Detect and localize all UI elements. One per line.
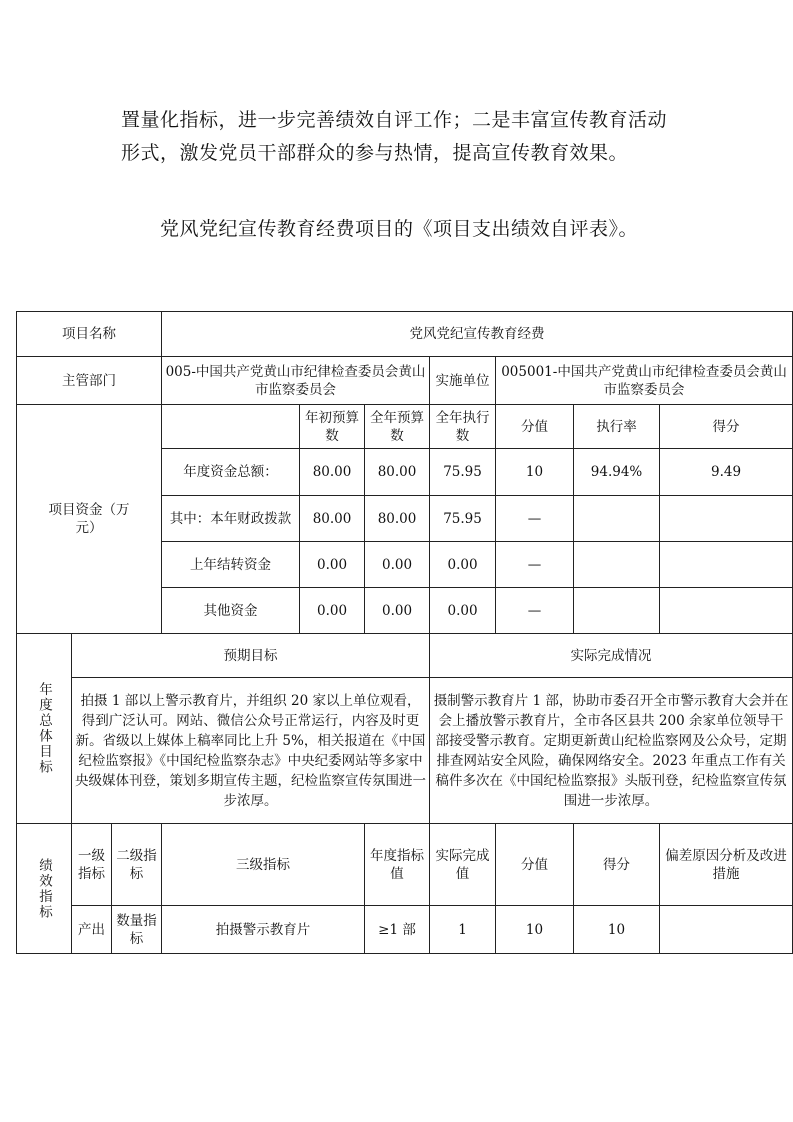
actual-completion-text: 摄制警示教育片 1 部，协助市委召开全市警示教育大会并在会上播放警示教育片，全市各区县共 200 余家单位领导干部接受警示教育。定期更新黄山纪检监察网及公众号，定期排查网站安全风险，确保网络安全。2023 年重点工作有关稿件多次在《中国纪检监察报》头版刊登，纪检监察宣传氛围进一步浓厚。 <box>430 678 793 824</box>
funds-initial: 80.00 <box>300 449 365 496</box>
funds-header-rate: 执行率 <box>574 405 660 449</box>
funds-initial: 0.00 <box>300 542 365 588</box>
perf-level2: 数量指标 <box>112 906 162 954</box>
funds-executed: 75.95 <box>430 496 496 542</box>
perf-analysis <box>660 906 793 954</box>
perf-score-value: 10 <box>496 906 574 954</box>
actual-completion-header: 实际完成情况 <box>430 634 793 678</box>
dept-label: 主管部门 <box>17 357 162 405</box>
expected-goal-text: 拍摄 1 部以上警示教育片，并组织 20 家以上单位观看，得到广泛认可。网站、微信公众号正常运行，内容及时更新。省级以上媒体上稿率同比上升 5%，相关报道在《中国纪检监察报》《中国纪检监察杂志》中央纪委网站等多家中央级媒体刊登，策划多期宣传主题，纪检监察宣传氛围进一步浓厚。 <box>72 678 430 824</box>
funds-score-value: — <box>496 496 574 542</box>
funds-initial: 0.00 <box>300 588 365 634</box>
funds-header-initial: 年初预算数 <box>300 405 365 449</box>
perf-header-level3: 三级指标 <box>162 824 365 906</box>
funds-score: 9.49 <box>660 449 793 496</box>
funds-rate <box>574 496 660 542</box>
funds-header-executed: 全年执行数 <box>430 405 496 449</box>
funds-annual: 0.00 <box>365 588 430 634</box>
perf-header-analysis: 偏差原因分析及改进措施 <box>660 824 793 906</box>
funds-initial: 80.00 <box>300 496 365 542</box>
perf-indicators-label: 绩效指标 <box>17 824 72 954</box>
funds-label: 项目资金（万元） <box>17 405 162 634</box>
impl-label: 实施单位 <box>430 357 496 405</box>
funds-executed: 0.00 <box>430 588 496 634</box>
dept-value: 005-中国共产党黄山市纪律检查委员会黄山市监察委员会 <box>162 357 430 405</box>
project-name-label: 项目名称 <box>17 312 162 357</box>
table-intro-paragraph: 党风党纪宣传教育经费项目的《项目支出绩效自评表》。 <box>160 218 639 240</box>
perf-header-score-value: 分值 <box>496 824 574 906</box>
funds-rate: 94.94% <box>574 449 660 496</box>
expected-goal-header: 预期目标 <box>72 634 430 678</box>
funds-score <box>660 496 793 542</box>
funds-header-blank <box>162 405 300 449</box>
funds-header-annual: 全年预算数 <box>365 405 430 449</box>
funds-annual: 0.00 <box>365 542 430 588</box>
funds-executed: 0.00 <box>430 542 496 588</box>
perf-level3: 拍摄警示教育片 <box>162 906 365 954</box>
funds-executed: 75.95 <box>430 449 496 496</box>
intro-paragraph: 置量化指标，进一步完善绩效自评工作；二是丰富宣传教育活动形式，激发党员干部群众的参与热情，提高宣传教育效果。 <box>121 109 668 164</box>
funds-rate <box>574 542 660 588</box>
perf-header-actual: 实际完成值 <box>430 824 496 906</box>
perf-target: ≥1 部 <box>365 906 430 954</box>
funds-row-label: 年度资金总额： <box>162 449 300 496</box>
funds-score-value: — <box>496 588 574 634</box>
performance-self-evaluation-table <box>16 311 793 954</box>
perf-actual: 1 <box>430 906 496 954</box>
perf-header-level1: 一级指标 <box>72 824 112 906</box>
perf-header-level2: 二级指标 <box>112 824 162 906</box>
funds-score <box>660 542 793 588</box>
perf-header-score: 得分 <box>574 824 660 906</box>
funds-score <box>660 588 793 634</box>
perf-level1: 产出 <box>72 906 112 954</box>
impl-value: 005001-中国共产党黄山市纪律检查委员会黄山市监察委员会 <box>496 357 793 405</box>
annual-goal-label: 年度总体目标 <box>17 634 72 824</box>
funds-score-value: — <box>496 542 574 588</box>
funds-rate <box>574 588 660 634</box>
perf-score: 10 <box>574 906 660 954</box>
project-name: 党风党纪宣传教育经费 <box>162 312 793 357</box>
funds-annual: 80.00 <box>365 496 430 542</box>
perf-header-target: 年度指标值 <box>365 824 430 906</box>
funds-score-value: 10 <box>496 449 574 496</box>
funds-row-label: 上年结转资金 <box>162 542 300 588</box>
funds-header-score-value: 分值 <box>496 405 574 449</box>
funds-annual: 80.00 <box>365 449 430 496</box>
funds-row-label: 其中：本年财政拨款 <box>162 496 300 542</box>
funds-header-score: 得分 <box>660 405 793 449</box>
funds-row-label: 其他资金 <box>162 588 300 634</box>
